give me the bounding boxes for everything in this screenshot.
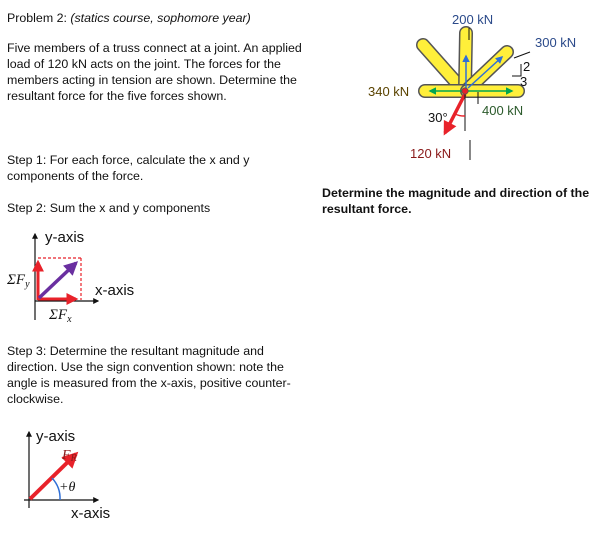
- problem-course: (statics course, sophomore year): [70, 11, 251, 25]
- step2: Step 2: Sum the x and y components: [7, 201, 211, 215]
- intro-line: members acting in tension are shown. Determine the: [7, 73, 297, 87]
- label-120-kn: 120 kN: [410, 146, 452, 161]
- slope-rise-label: 3: [520, 74, 528, 89]
- label-200-kn: 200 kN: [452, 12, 494, 27]
- sum-fy-label: $\Sigma F_y$: [7, 272, 30, 290]
- label-300-kn: 300 kN: [535, 35, 577, 50]
- label-30-deg: 30°: [428, 110, 448, 125]
- sign-x-axis-label: x-axis: [71, 505, 111, 522]
- step3-line: Step 3: Determine the resultant magnitude and: [7, 344, 264, 358]
- intro-line: Five members of a truss connect at a joint. An applied: [7, 41, 302, 55]
- question-line: resultant force.: [322, 202, 412, 216]
- label-400-kn: 400 kN: [482, 103, 524, 118]
- step3-line: direction. Use the sign convention shown: note the: [7, 360, 284, 374]
- intro-line: load of 120 kN acts on the joint. The forces for the: [7, 57, 281, 71]
- slope-run-label: 2: [523, 59, 531, 74]
- comp-x-axis-label: x-axis: [95, 282, 135, 299]
- sign-fr-label: FR: [62, 448, 77, 464]
- step1-line: components of the force.: [7, 169, 144, 183]
- problem-title-prefix: Problem 2:: [7, 11, 71, 25]
- step3-line: clockwise.: [7, 392, 64, 406]
- intro-line: resultant force for the five forces shown.: [7, 89, 227, 103]
- sum-fx-label: $\Sigma F_x$: [49, 307, 72, 325]
- sign-y-axis-label: y-axis: [36, 428, 76, 445]
- step1-line: Step 1: For each force, calculate the x and y: [7, 153, 250, 167]
- comp-y-axis-label: y-axis: [45, 229, 85, 246]
- step3-line: angle is measured from the x-axis, positive counter-: [7, 376, 291, 390]
- sign-theta-label: +θ: [59, 480, 76, 495]
- label-340-kn: 340 kN: [368, 84, 410, 99]
- question-line: Determine the magnitude and direction of the: [322, 186, 590, 200]
